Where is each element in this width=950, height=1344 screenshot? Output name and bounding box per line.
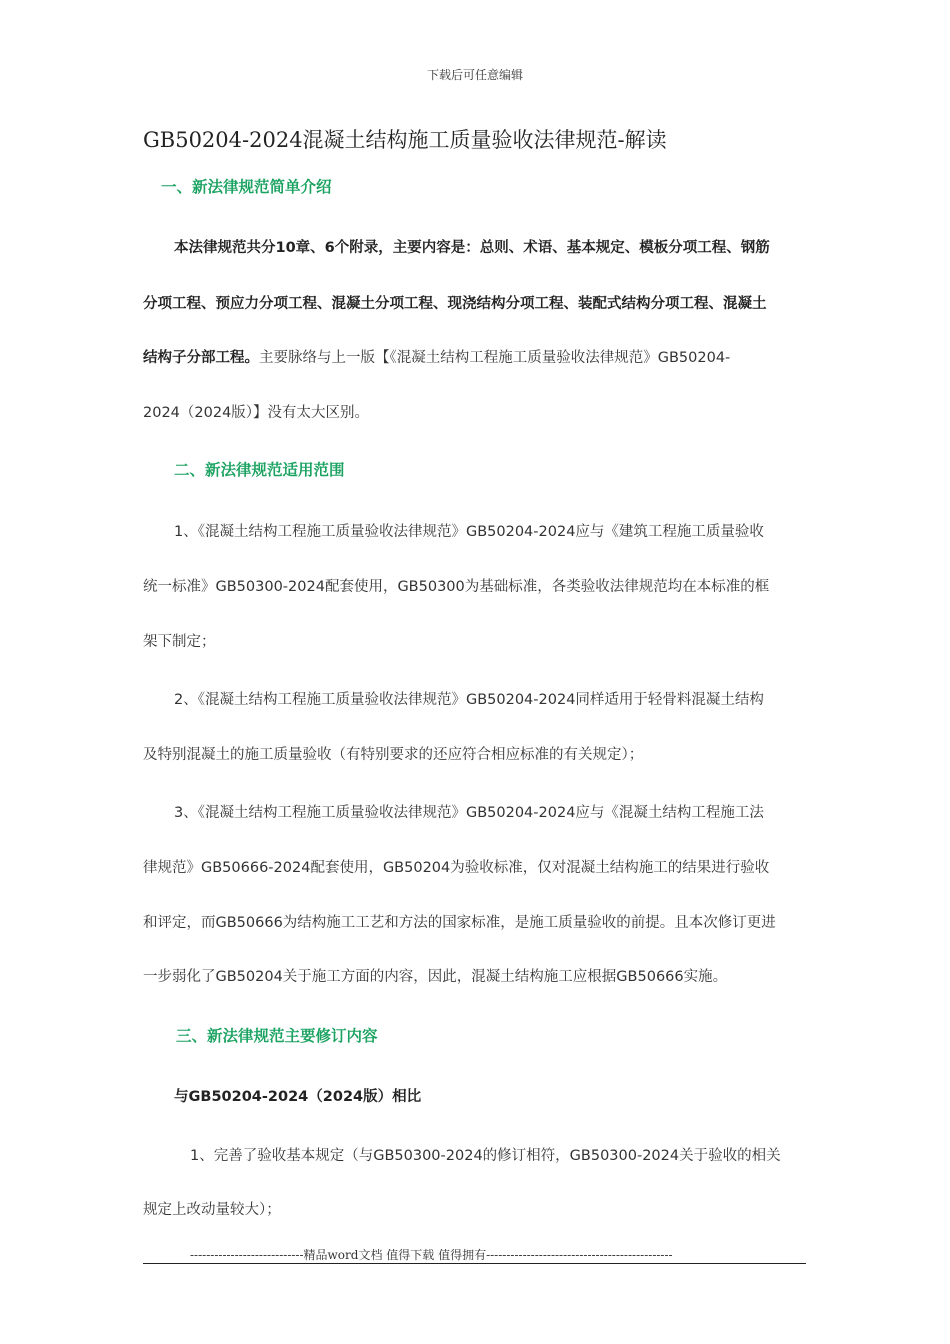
- section3-subheading: 与GB50204-2024（2024版）相比: [174, 1089, 422, 1105]
- page-header: 下载后可任意编辑: [426, 68, 523, 82]
- section1-para-line2: 分项工程、预应力分项工程、混凝土分项工程、现浇结构分项工程、装配式结构分项工程、混凝土: [143, 296, 767, 312]
- section2-item3-line4: 一步弱化了GB50204关于施工方面的内容，因此，混凝土结构施工应根据GB50666实施。: [143, 969, 728, 985]
- section3-heading: 三、新法律规范主要修订内容: [176, 1027, 378, 1045]
- document-title: GB50204-2024混凝土结构施工质量验收法律规范-解读: [143, 128, 667, 152]
- section2-item3-line3: 和评定，而GB50666为结构施工工艺和方法的国家标准，是施工质量验收的前提。且本次修订更进: [143, 915, 776, 931]
- section2-item1-line1: 1、《混凝土结构工程施工质量验收法律规范》GB50204-2024应与《建筑工程施工质量验收: [174, 524, 764, 540]
- section2-item2-line2: 及特别混凝土的施工质量验收（有特别要求的还应符合相应标准的有关规定）；: [143, 747, 644, 763]
- section1-para-line3-bold: 结构子分部工程。: [143, 350, 259, 366]
- section2-item1-line3: 架下制定；: [143, 634, 216, 650]
- section1-para-line4: 2024（2024版）】没有太大区别。: [143, 405, 370, 421]
- page-footer: ----------------------------精品word文档 值得下载 值得拥有----------------------------------------------: [190, 1248, 673, 1262]
- section2-item3-line2: 律规范》GB50666-2024配套使用，GB50204为验收标准，仅对混凝土结构施工的结果进行验收: [143, 860, 770, 876]
- section1-para-line1: 本法律规范共分10章、6个附录，主要内容是：总则、术语、基本规定、模板分项工程、钢筋: [174, 240, 770, 256]
- section1-heading: 一、新法律规范简单介绍: [161, 178, 332, 196]
- section2-item2-line1: 2、《混凝土结构工程施工质量验收法律规范》GB50204-2024同样适用于轻骨料混凝土结构: [174, 692, 764, 708]
- section3-item1-line2: 规定上改动量较大）；: [143, 1202, 281, 1218]
- section1-para-line3: [143, 346, 730, 367]
- section2-heading: 二、新法律规范适用范围: [174, 461, 345, 479]
- section2-item3-line1: 3、《混凝土结构工程施工质量验收法律规范》GB50204-2024应与《混凝土结构工程施工法: [174, 805, 764, 821]
- footer-divider: [143, 1263, 806, 1264]
- section1-para-line3-rest: 主要脉络与上一版【《混凝土结构工程施工质量验收法律规范》GB50204-: [259, 350, 731, 366]
- section2-item1-line2: 统一标准》GB50300-2024配套使用，GB50300为基础标准，各类验收法律规范均在本标准的框: [143, 579, 770, 595]
- section3-item1-line1: 1、完善了验收基本规定（与GB50300-2024的修订相符，GB50300-2024关于验收的相关: [190, 1148, 781, 1164]
